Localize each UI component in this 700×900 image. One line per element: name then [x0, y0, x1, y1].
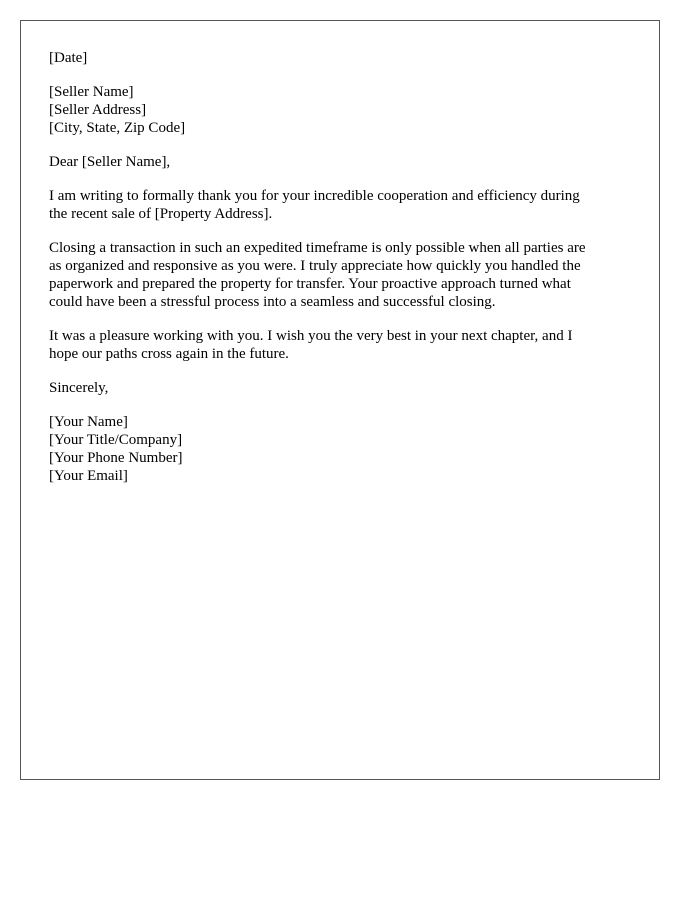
sender-name: [Your Name] [49, 414, 128, 430]
sender-title-company: [Your Title/Company] [49, 432, 183, 448]
body-paragraph-1 [49, 187, 639, 223]
body-paragraph-3 [49, 327, 639, 363]
salutation-block [49, 153, 639, 171]
recipient-city-state-zip: [City, State, Zip Code] [49, 120, 186, 136]
signature-block [49, 413, 639, 485]
paragraph-line: paperwork and prepared the property for transfer. Your proactive approach turned what [49, 276, 571, 292]
letter-body [49, 49, 639, 501]
closing: Sincerely, [49, 380, 109, 396]
sender-phone: [Your Phone Number] [49, 450, 183, 466]
paragraph-line: It was a pleasure working with you. I wish you the very best in your next chapter, and I [49, 328, 573, 344]
body-paragraph-2 [49, 239, 639, 311]
paragraph-line: I am writing to formally thank you for your incredible cooperation and efficiency during [49, 188, 580, 204]
letter-page [20, 20, 660, 780]
salutation: Dear [Seller Name], [49, 154, 171, 170]
recipient-address: [Seller Address] [49, 102, 147, 118]
letter-date: [Date] [49, 50, 88, 66]
paragraph-line: as organized and responsive as you were. I truly appreciate how quickly you handled the [49, 258, 581, 274]
closing-block [49, 379, 639, 397]
paragraph-line: hope our paths cross again in the future. [49, 346, 289, 362]
paragraph-line: the recent sale of [Property Address]. [49, 206, 273, 222]
recipient-address-block [49, 83, 639, 137]
date-block [49, 49, 639, 67]
recipient-name: [Seller Name] [49, 84, 134, 100]
paragraph-line: could have been a stressful process into a seamless and successful closing. [49, 294, 496, 310]
sender-email: [Your Email] [49, 468, 128, 484]
paragraph-line: Closing a transaction in such an expedited timeframe is only possible when all parties are [49, 240, 586, 256]
